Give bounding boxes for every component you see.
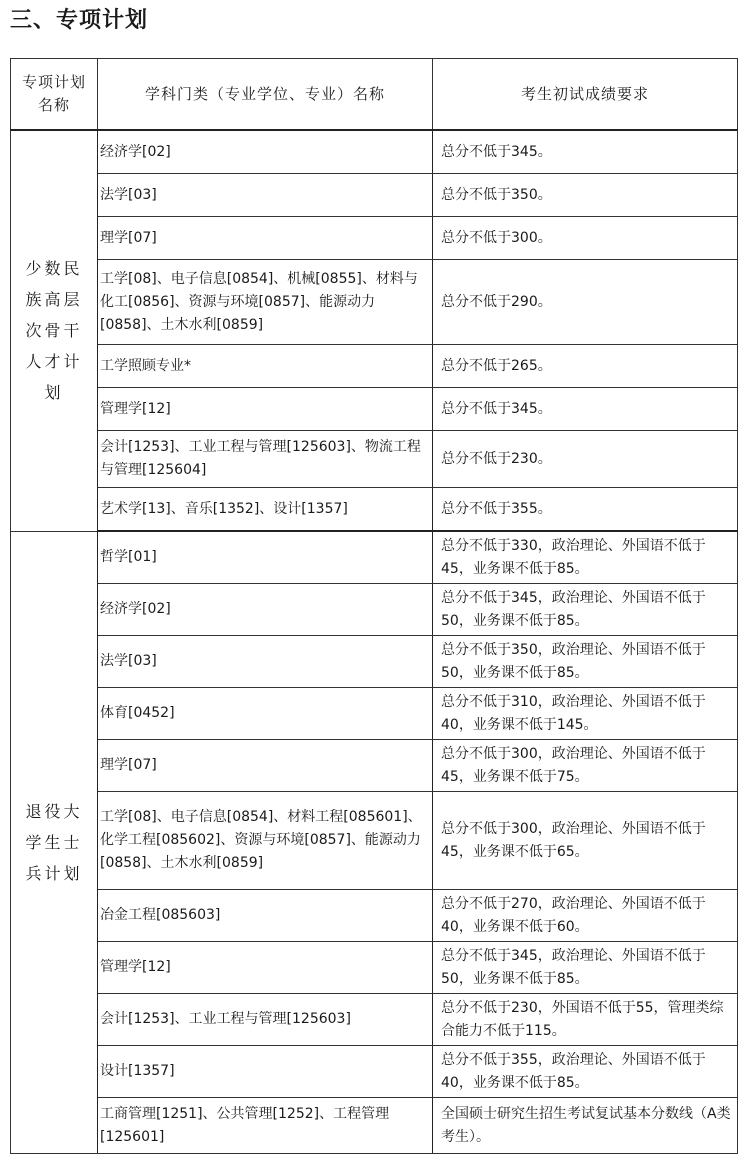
table-row [11, 740, 738, 792]
subject-cell: 体育[0452] [98, 688, 433, 740]
header-plan-name: 专项计划名称 [11, 59, 98, 131]
subject-cell: 会计[1253]、工业工程与管理[125603]、物流工程与管理[125604] [98, 431, 433, 488]
header-subject: 学科门类（专业学位、专业）名称 [98, 59, 433, 131]
requirement-cell: 总分不低于355。 [433, 488, 738, 532]
subject-cell: 经济学[02] [98, 130, 433, 174]
requirement-cell: 总分不低于355，政治理论、外国语不低于40，业务课不低于85。 [433, 1046, 738, 1098]
table-row [11, 994, 738, 1046]
subject-cell: 管理学[12] [98, 942, 433, 994]
requirement-cell: 总分不低于290。 [433, 260, 738, 345]
subject-cell: 会计[1253]、工业工程与管理[125603] [98, 994, 433, 1046]
subject-cell: 工学[08]、电子信息[0854]、材料工程[085601]、化学工程[085602]、资源与环境[0857]、能源动力[0858]、土木水利[0859] [98, 792, 433, 890]
table-row [11, 1046, 738, 1098]
section-title: 三、专项计划 [10, 8, 149, 33]
subject-cell: 冶金工程[085603] [98, 890, 433, 942]
table-row [11, 531, 738, 584]
requirement-cell: 总分不低于345，政治理论、外国语不低于50，业务课不低于85。 [433, 942, 738, 994]
subject-cell: 管理学[12] [98, 388, 433, 431]
plan-name-cell: 少数民族高层次骨干人才计划 [11, 130, 98, 531]
requirement-cell: 总分不低于345，政治理论、外国语不低于50，业务课不低于85。 [433, 584, 738, 636]
subject-cell: 法学[03] [98, 174, 433, 217]
plan-name-cell: 退役大学生士兵计划 [11, 531, 98, 1154]
requirement-cell: 总分不低于265。 [433, 345, 738, 388]
requirement-cell: 总分不低于270，政治理论、外国语不低于40，业务课不低于60。 [433, 890, 738, 942]
table-row [11, 130, 738, 174]
requirement-cell: 总分不低于300，政治理论、外国语不低于45，业务课不低于75。 [433, 740, 738, 792]
header-requirement: 考生初试成绩要求 [433, 59, 738, 131]
subject-cell: 理学[07] [98, 217, 433, 260]
requirement-cell: 总分不低于345。 [433, 388, 738, 431]
special-plan-table [10, 58, 738, 1154]
subject-cell: 艺术学[13]、音乐[1352]、设计[1357] [98, 488, 433, 532]
table-row [11, 792, 738, 890]
requirement-cell: 总分不低于330，政治理论、外国语不低于45，业务课不低于85。 [433, 531, 738, 584]
subject-cell: 工商管理[1251]、公共管理[1252]、工程管理[125601] [98, 1098, 433, 1154]
table-row [11, 584, 738, 636]
subject-cell: 法学[03] [98, 636, 433, 688]
requirement-cell: 总分不低于230。 [433, 431, 738, 488]
requirement-cell: 总分不低于230，外国语不低于55，管理类综合能力不低于115。 [433, 994, 738, 1046]
requirement-cell: 总分不低于345。 [433, 130, 738, 174]
table-row [11, 431, 738, 488]
table-row [11, 1098, 738, 1154]
table-header-row [11, 59, 738, 131]
requirement-cell: 总分不低于350，政治理论、外国语不低于50，业务课不低于85。 [433, 636, 738, 688]
subject-cell: 设计[1357] [98, 1046, 433, 1098]
table-row [11, 174, 738, 217]
subject-cell: 理学[07] [98, 740, 433, 792]
requirement-cell: 总分不低于350。 [433, 174, 738, 217]
table-row [11, 345, 738, 388]
table-row [11, 890, 738, 942]
subject-cell: 工学[08]、电子信息[0854]、机械[0855]、材料与化工[0856]、资源与环境[0857]、能源动力[0858]、土木水利[0859] [98, 260, 433, 345]
table-row [11, 217, 738, 260]
subject-cell: 经济学[02] [98, 584, 433, 636]
table-row [11, 688, 738, 740]
requirement-cell: 总分不低于300。 [433, 217, 738, 260]
table-row [11, 942, 738, 994]
subject-cell: 哲学[01] [98, 531, 433, 584]
table-row [11, 488, 738, 532]
requirement-cell: 总分不低于300，政治理论、外国语不低于45，业务课不低于65。 [433, 792, 738, 890]
subject-cell: 工学照顾专业* [98, 345, 433, 388]
table-row [11, 636, 738, 688]
table-row [11, 388, 738, 431]
requirement-cell: 总分不低于310，政治理论、外国语不低于40，业务课不低于145。 [433, 688, 738, 740]
requirement-cell: 全国硕士研究生招生考试复试基本分数线（A类考生）。 [433, 1098, 738, 1154]
table-row [11, 260, 738, 345]
